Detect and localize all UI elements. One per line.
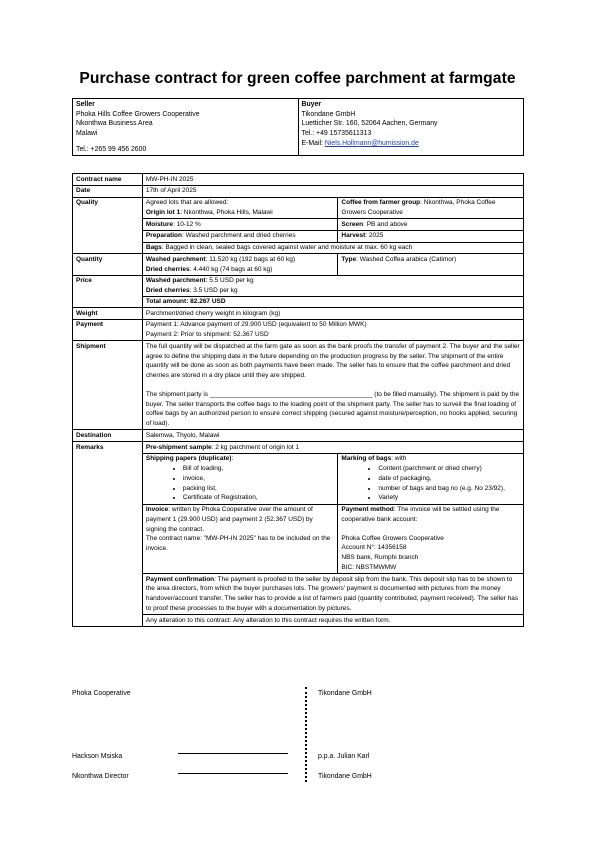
bank-bic: BIC: NBSTMWMW xyxy=(341,563,397,571)
shipment-label: Shipment xyxy=(73,341,143,430)
quality-harvest xyxy=(338,230,524,242)
screen-label: Screen xyxy=(341,220,364,228)
buyer-address: Luetticher Str. 160, 52064 Aachen, Germany xyxy=(301,120,438,128)
confirm-label: Payment confirmation xyxy=(145,575,215,583)
buyer-email-link[interactable]: Niels.Hollmann@humission.de xyxy=(324,139,419,147)
weight-label: Weight xyxy=(73,308,143,320)
shipment-para-2: The shipment party is _____________________________________________ (to be filled manually). The shipment is paid by the buyer. The seller transports the coffee bags to the loading point of the shipment party. The seller has to surveil the final loading of coffee bags by an authorized person to ensure correct shipping (secured against moisture/perception, no hooks applied, securing of load). xyxy=(145,390,520,427)
quality-screen xyxy=(338,219,524,231)
origin-value: : Nkonthwa, Phoka Hills, Malawi xyxy=(180,208,273,216)
quantity-amounts xyxy=(142,254,338,276)
alteration-cell: Any alteration to this contract: Any alteration to this contract requires the written form. xyxy=(142,615,523,627)
quantity-type xyxy=(338,254,524,276)
remarks-label: Remarks xyxy=(73,442,143,627)
invoice-label: Invoice xyxy=(145,506,169,513)
destination-label: Destination xyxy=(73,430,143,442)
marking-item: • Content (parchment or dried cherry) xyxy=(378,464,520,474)
method-text: : The invoice will be settled using the cooperative bank account: xyxy=(341,506,500,523)
qty-dried-value: : 4.440 kg (74 bags at 60 kg) xyxy=(189,265,273,273)
seller-country: Malawi xyxy=(76,129,98,137)
row-shipment xyxy=(73,341,524,430)
seller-area: Nkonthwa Business Area xyxy=(76,120,153,128)
row-quality-1 xyxy=(73,197,524,219)
bank-account: Account N°: 14356158 xyxy=(341,544,407,552)
destination-value: Salemwa, Thyolo, Malawi xyxy=(142,430,523,442)
marking-label: Marking of bags xyxy=(341,455,392,463)
date-value: 17th of April 2025 xyxy=(142,185,523,197)
price-values xyxy=(142,275,523,307)
qty-washed-label: Washed parchment xyxy=(145,255,206,263)
harvest-value: : 2025 xyxy=(365,232,384,240)
shipment-para-1: The full quantity will be dispatched at the farm gate as soon as the bank proofs the transfer of payment 2. The buyer and the seller agree to define the shipping date in the future depending on the production progress by the seller. The shipment of the entire quantity will be done as soon as both payments have been made. The seller has to ensure that the coffee parchment and dried cherries are stored in a dry place until they are shipped. xyxy=(145,342,520,379)
signature-left-name: Hackson Msiska xyxy=(72,753,123,760)
sample-label: Pre-shipment sample xyxy=(145,443,212,451)
buyer-email-label: E-Mail: xyxy=(301,139,325,147)
row-remarks-sample xyxy=(73,442,524,454)
papers-label: Shipping papers (duplicate) xyxy=(145,455,232,463)
contract-table xyxy=(72,173,524,627)
row-price xyxy=(73,275,524,307)
payment-values xyxy=(142,319,523,341)
payment-1: Payment 1: Advance payment of 29.900 USD (equivalent to 50 Million MWK) xyxy=(145,321,367,329)
document-title: Purchase contract for green coffee parchment at farmgate xyxy=(79,70,516,87)
bank-branch: NBS bank, Rumphi branch xyxy=(341,554,419,561)
row-weight xyxy=(73,308,524,320)
moisture-value: : 10-12 % xyxy=(172,220,201,228)
marking-cell xyxy=(338,453,524,504)
buyer-name: Tikondane GmbH xyxy=(301,110,356,118)
method-label: Payment method xyxy=(341,506,394,513)
buyer-heading: Buyer xyxy=(301,101,322,108)
parties-table xyxy=(72,98,524,156)
price-total: Total amount: 82.267 USD xyxy=(145,297,226,305)
papers-item: • invoice, xyxy=(183,474,335,484)
row-destination xyxy=(73,430,524,442)
price-label: Price xyxy=(73,275,143,307)
signature-divider xyxy=(305,687,307,782)
weight-value: Parchment/dried cherry weight in kilogram (kg) xyxy=(142,308,523,320)
farmer-value: : Nkonthwa, Phoka Coffee Growers Cooperative xyxy=(341,199,496,216)
origin-label: Origin lot 1 xyxy=(145,208,181,216)
signature-right-org: Tikondane GmbH xyxy=(318,690,372,697)
quality-preparation xyxy=(142,230,338,242)
buyer-tel: Tel.: +49 15735611313 xyxy=(301,129,372,137)
invoice-text: : written by Phoka Cooperative over the amount of payment 1 (29.900 USD) and payment 2 (52.367 USD) by signing the contract. xyxy=(145,506,313,533)
price-dried-value: : 3.5 USD per kg xyxy=(189,287,238,294)
quality-label: Quality xyxy=(73,197,143,254)
row-date xyxy=(73,185,524,197)
seller-cell xyxy=(73,99,299,156)
invoice-text-2: The contract name: "MW-PH-IN 2025" has to be included on the invoice. xyxy=(145,535,331,552)
date-label: Date xyxy=(73,185,143,197)
screen-value: : PB and above xyxy=(363,220,408,228)
marking-value: : with xyxy=(391,455,407,463)
price-washed-label: Washed parchment xyxy=(145,277,206,285)
marking-item: • number of bags and bag no (e.g. No 23/92), xyxy=(378,484,520,494)
seller-heading: Seller xyxy=(76,101,95,108)
marking-item: • date of packaging, xyxy=(378,474,520,484)
shipping-papers-cell: Shipping papers (duplicate): • Bill of loading, • invoice, • packing list, • Certificate of Registration, xyxy=(142,453,338,504)
contract-name-value: MW-PH-IN 2025 xyxy=(142,174,523,186)
row-quantity xyxy=(73,254,524,276)
remarks-sample xyxy=(142,442,523,454)
signature-left-title: Nkonthwa Director xyxy=(72,773,129,780)
payment-method-cell xyxy=(338,504,524,574)
prep-value: : Washed parchment and dried cherries xyxy=(182,232,296,240)
quality-bags xyxy=(142,242,523,254)
signature-right-title: Tikondane GmbH xyxy=(318,773,372,780)
marking-item: • Variety xyxy=(378,493,520,503)
bank-name: Phoka Coffee Growers Cooperative xyxy=(341,534,444,542)
quality-moisture xyxy=(142,219,338,231)
signature-line-2 xyxy=(178,773,288,774)
seller-tel: Tel.: +265 99 456 2600 xyxy=(76,145,147,153)
quality-agreed: Agreed lots that are allowed: xyxy=(145,199,229,206)
papers-item: • Bill of loading, xyxy=(183,464,335,474)
papers-list xyxy=(146,464,335,503)
row-payment xyxy=(73,319,524,341)
price-dried-label: Dried cherries xyxy=(145,287,190,294)
type-label: Type xyxy=(341,255,357,263)
signature-right-name: p.p.a. Julian Karl xyxy=(318,753,370,760)
type-value: : Washed Coffea arabica (Catimor) xyxy=(356,255,457,263)
sample-value: : 2 kg parchment of origin lot 1 xyxy=(211,443,300,451)
shipment-text xyxy=(142,341,523,430)
farmer-label: Coffee from farmer group xyxy=(341,199,421,206)
seller-name: Phoka Hills Coffee Growers Cooperative xyxy=(76,110,200,118)
papers-item: • Certificate of Registration, xyxy=(183,493,335,503)
signature-left-org: Phoka Cooperative xyxy=(72,690,131,697)
confirm-text: : The payment is proofed to the seller by deposit slip from the bank. This deposit slip has to be shown to the area directors, from which the buyer purchases lots. The growers' payment is documented with pictures from the money handover/account transfer. The seller has to provide a list of farmers paid (quantity contributed, payment received). The seller has to proof these processes to the buyer with a documentation by pictures. xyxy=(145,575,519,612)
quality-origin xyxy=(142,197,338,219)
bags-value: : Bagged in clean, sealed bags covered against water and moisture at max. 60 kg each xyxy=(161,244,413,251)
payment-label: Payment xyxy=(73,319,143,341)
quantity-label: Quantity xyxy=(73,254,143,276)
row-contract-name xyxy=(73,174,524,186)
price-washed-value: : 5.5 USD per kg xyxy=(205,277,254,285)
contract-name-label: Contract name xyxy=(73,174,143,186)
moisture-label: Moisture xyxy=(145,220,173,228)
invoice-cell xyxy=(142,504,338,574)
payment-confirmation-cell xyxy=(142,574,523,615)
prep-label: Preparation xyxy=(145,232,182,240)
buyer-cell xyxy=(298,99,524,156)
marking-list xyxy=(341,464,520,503)
qty-dried-label: Dried cherries xyxy=(145,265,190,273)
signature-line-1 xyxy=(178,753,288,754)
harvest-label: Harvest xyxy=(341,232,366,240)
bags-label: Bags xyxy=(145,244,162,251)
qty-washed-value: : 11.520 kg (192 bags at 60 kg) xyxy=(205,255,296,263)
papers-item: • packing list, xyxy=(183,484,335,494)
quality-farmer xyxy=(338,197,524,219)
payment-2: Payment 2: Prior to shipment: 52.367 USD xyxy=(145,331,269,338)
